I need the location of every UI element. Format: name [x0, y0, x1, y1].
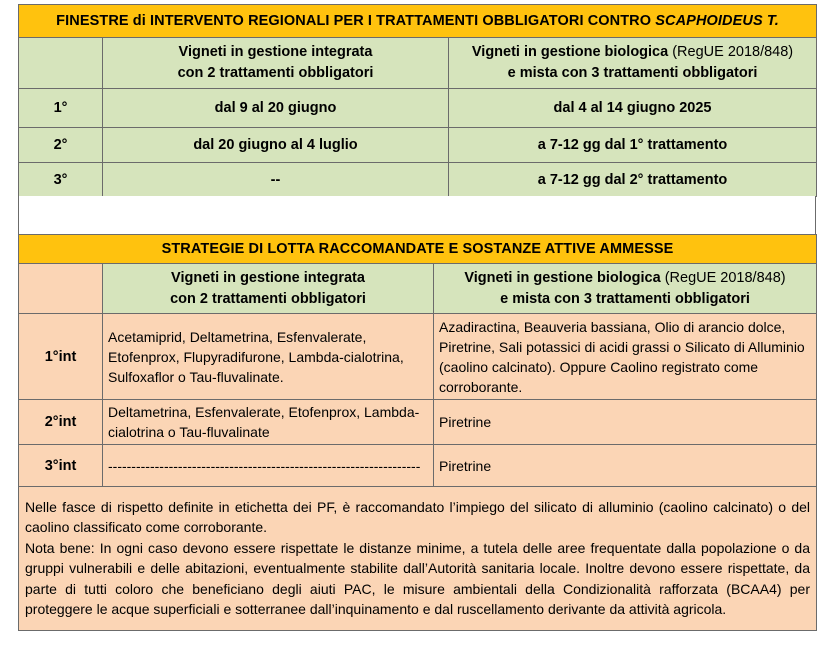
table1-header-integrated: [103, 38, 449, 89]
note-buffer-zones: Nelle fasce di rispetto definite in etichetta dei PF, è raccomandato l’impiego del silicato di alluminio (caolino calcinato) o del caolino classificato come corroborante.: [25, 498, 810, 535]
table2-row: [19, 400, 817, 445]
table1-header-integrated-line1: Vigneti in gestione integrata: [178, 44, 373, 60]
control-strategies-table: [18, 234, 817, 631]
intervention-number: 3°int: [19, 445, 103, 487]
treatment-number: 2°: [19, 128, 103, 163]
table1-title: [19, 5, 817, 38]
table2-header-empty: [19, 264, 103, 314]
intervention-windows-table: [18, 4, 817, 197]
table2-header-integrated: [103, 264, 434, 314]
organic-window: a 7-12 gg dal 2° trattamento: [449, 163, 817, 197]
table2-header-organic-regulation: (RegUE 2018/848): [664, 269, 786, 286]
table2-row: [19, 445, 817, 487]
table1-header-organic-line1: Vigneti in gestione biologica: [471, 44, 673, 60]
table2-header-organic-line2: e mista con 3 trattamenti obbligatori: [500, 290, 750, 307]
intervention-number: 1°int: [19, 314, 103, 400]
table2-title: STRATEGIE DI LOTTA RACCOMANDATE E SOSTANZE ATTIVE AMMESSE: [19, 235, 817, 264]
integrated-window: dal 9 al 20 giugno: [103, 89, 449, 128]
table1-row: [19, 163, 817, 197]
table1-row: [19, 128, 817, 163]
table1-header-organic: [449, 38, 817, 89]
table2-header-organic: [434, 264, 817, 314]
treatment-number: 3°: [19, 163, 103, 197]
organic-substances: Piretrine: [434, 400, 817, 445]
table1-header-organic-regulation: (RegUE 2018/848): [672, 44, 794, 60]
organic-window: dal 4 al 14 giugno 2025: [449, 89, 817, 128]
table1-header-integrated-line2: con 2 trattamenti obbligatori: [177, 65, 374, 81]
table1-header-organic-line2: e mista con 3 trattamenti obbligatori: [507, 65, 758, 81]
table2-header-integrated-line2: con 2 trattamenti obbligatori: [170, 290, 366, 307]
notes-cell: [19, 487, 817, 631]
organic-substances: Azadiractina, Beauveria bassiana, Olio di arancio dolce, Piretrine, Sali potassici di acidi grassi o Silicato di Alluminio (caolino calcinato). Oppure Caolino registrato come corroborante.: [434, 314, 817, 400]
table1-row: [19, 89, 817, 128]
integrated-substances: -------------------------------------------------------------------: [103, 445, 434, 487]
organic-substances: Piretrine: [434, 445, 817, 487]
integrated-substances: Acetamiprid, Deltametrina, Esfenvalerate, Etofenprox, Flupyradifurone, Lambda-cialotrina, Sulfoxaflor o Tau-fluvalinate.: [103, 314, 434, 400]
table1-title-main: FINESTRE di INTERVENTO REGIONALI PER I TRATTAMENTI OBBLIGATORI CONTRO: [56, 13, 656, 29]
treatment-number: 1°: [19, 89, 103, 128]
note-nota-bene: Nota bene: In ogni caso devono essere rispettate le distanze minime, a tutela delle aree frequentate dalla popolazione o da gruppi vulnerabili e delle abitazioni, eventualmente stabilite dall’Autorità sanitaria locale. Inoltre devono essere rispettate, da parte di tutti coloro che beneficiano degli aiuti PAC, le misure ambientali della Condizionalità rafforzata (BCAA4) per proteggere le acque superficiali e sotterranee dall’inquinamento e dal ruscellamento derivante da attività agricola.: [25, 539, 810, 617]
integrated-window: dal 20 giugno al 4 luglio: [103, 128, 449, 163]
table2-header-integrated-line1: Vigneti in gestione integrata: [171, 269, 365, 286]
integrated-substances: Deltametrina, Esfenvalerate, Etofenprox, Lambda-cialotrina o Tau-fluvalinate: [103, 400, 434, 445]
table2-header-organic-line1: Vigneti in gestione biologica: [464, 269, 665, 286]
table1-title-species: SCAPHOIDEUS T.: [655, 13, 779, 29]
organic-window: a 7-12 gg dal 1° trattamento: [449, 128, 817, 163]
integrated-window: --: [103, 163, 449, 197]
table2-row: [19, 314, 817, 400]
table-spacer: [18, 196, 816, 234]
table1-header-empty: [19, 38, 103, 89]
intervention-number: 2°int: [19, 400, 103, 445]
